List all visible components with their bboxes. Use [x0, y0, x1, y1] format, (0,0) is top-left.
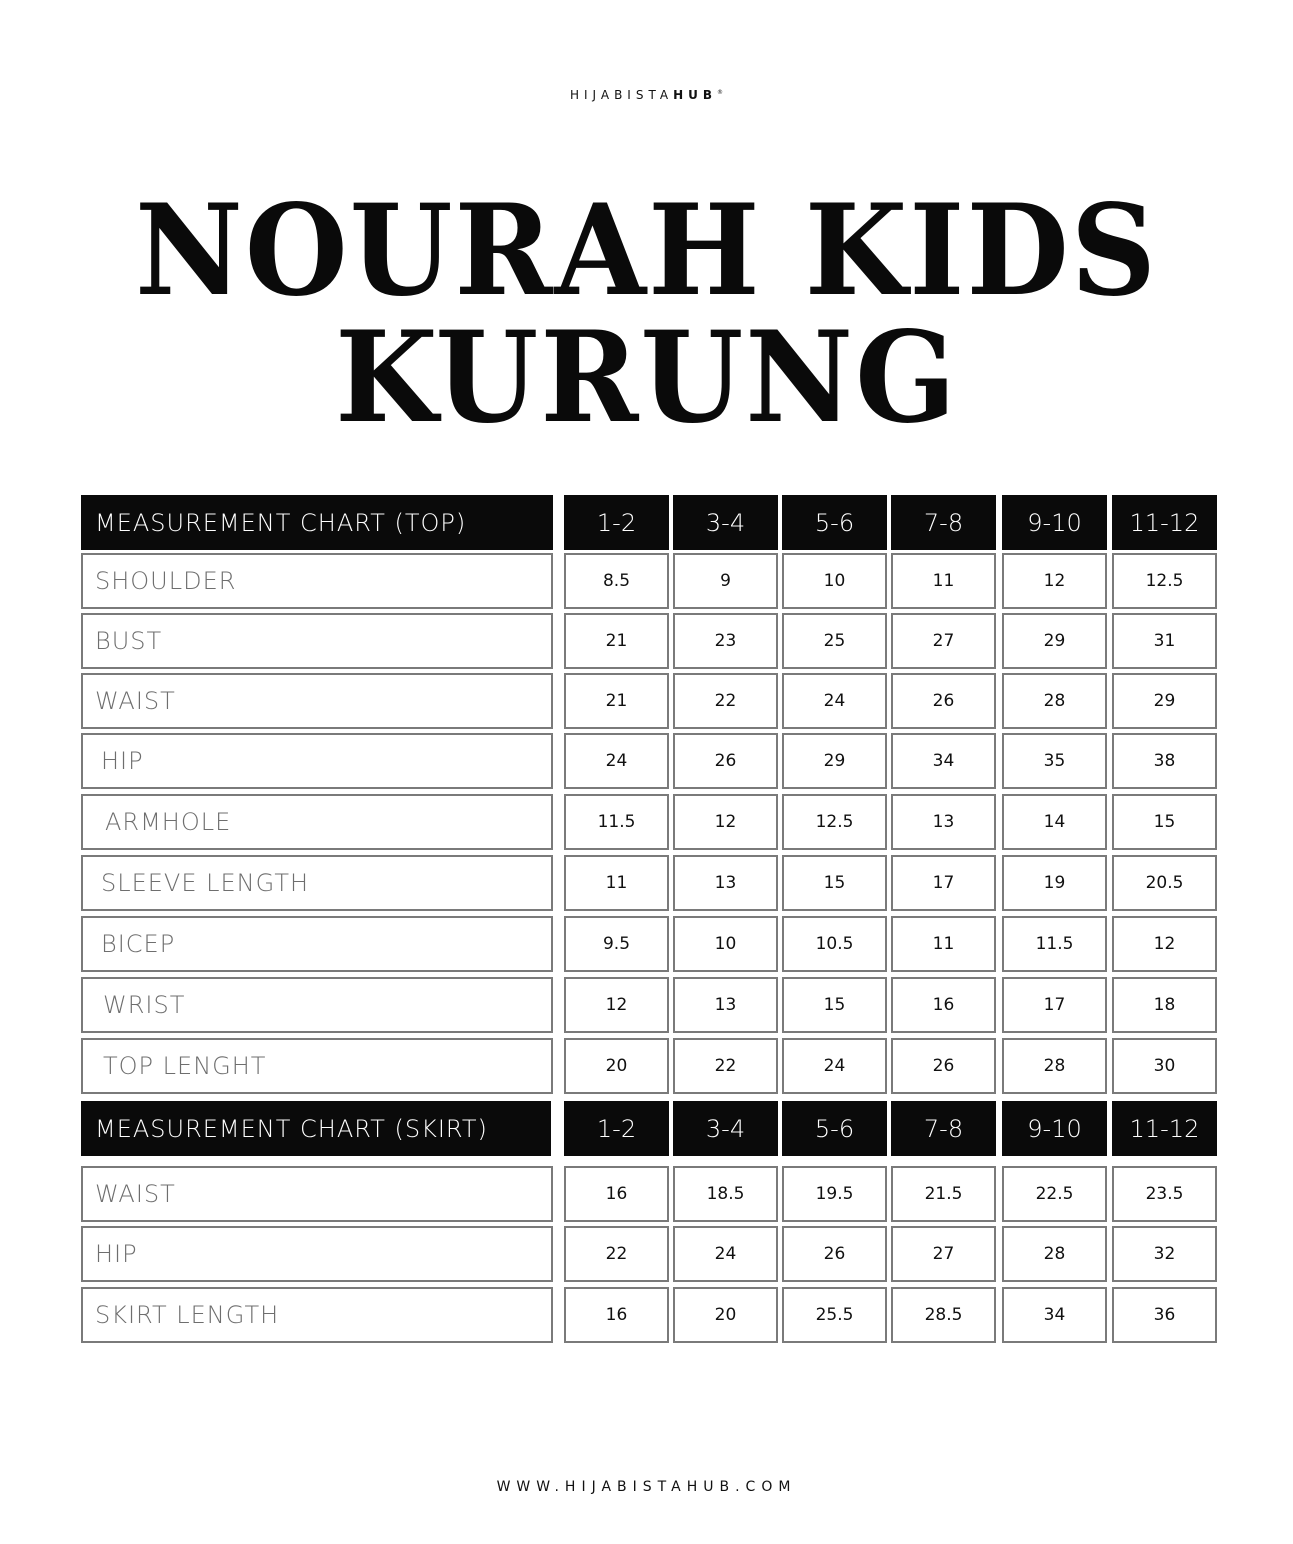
table-row-shoulder: [81, 553, 1219, 609]
value-cell: 11: [891, 553, 996, 609]
value-cell: 10: [673, 916, 778, 972]
value-cell: 8.5: [564, 553, 669, 609]
row-label: BUST: [81, 613, 553, 669]
value-cell: 15: [782, 855, 887, 911]
value-cell: 15: [1112, 794, 1217, 850]
value-cell: 12.5: [782, 794, 887, 850]
value-cell: 12: [673, 794, 778, 850]
value-cell: 18.5: [673, 1166, 778, 1222]
value-cell: 35: [1002, 733, 1107, 789]
registered-mark: ®: [717, 89, 724, 96]
value-cell: 29: [1112, 673, 1217, 729]
value-cell: 25: [782, 613, 887, 669]
size-header: 7-8: [891, 1101, 996, 1156]
value-cell: 26: [891, 1038, 996, 1094]
row-label: BICEP: [81, 916, 553, 972]
size-header: 3-4: [673, 1101, 778, 1156]
value-cell: 24: [564, 733, 669, 789]
row-label: ARMHOLE: [81, 794, 553, 850]
value-cell: 12: [1002, 553, 1107, 609]
table-row-bicep: [81, 916, 1219, 972]
value-cell: 26: [673, 733, 778, 789]
table-row-hip: [81, 733, 1219, 789]
brand-bold: HUB: [673, 88, 718, 102]
row-label: WAIST: [81, 673, 553, 729]
value-cell: 27: [891, 1226, 996, 1282]
size-header: 5-6: [782, 495, 887, 550]
row-label: SLEEVE LENGTH: [81, 855, 553, 911]
title-line-1: NOURAH KIDS: [134, 176, 1159, 324]
value-cell: 16: [564, 1166, 669, 1222]
value-cell: 12.5: [1112, 553, 1217, 609]
value-cell: 24: [782, 673, 887, 729]
value-cell: 22: [564, 1226, 669, 1282]
value-cell: 9: [673, 553, 778, 609]
value-cell: 21: [564, 613, 669, 669]
value-cell: 28.5: [891, 1287, 996, 1343]
table-row-sleeve-length: [81, 855, 1219, 911]
value-cell: 13: [673, 977, 778, 1033]
size-header: 1-2: [564, 1101, 669, 1156]
value-cell: 23: [673, 613, 778, 669]
value-cell: 15: [782, 977, 887, 1033]
table-row-waist: [81, 673, 1219, 729]
value-cell: 9.5: [564, 916, 669, 972]
value-cell: 22: [673, 673, 778, 729]
size-header: 1-2: [564, 495, 669, 550]
value-cell: 10: [782, 553, 887, 609]
value-cell: 17: [1002, 977, 1107, 1033]
row-label: HIP: [81, 733, 553, 789]
brand-logo: [0, 88, 1293, 102]
value-cell: 29: [1002, 613, 1107, 669]
value-cell: 28: [1002, 1038, 1107, 1094]
page-title: [0, 176, 1293, 451]
table-row-skirt-hip: [81, 1226, 1219, 1282]
value-cell: 22: [673, 1038, 778, 1094]
row-label: HIP: [81, 1226, 553, 1282]
value-cell: 11: [891, 916, 996, 972]
size-header: 11-12: [1112, 1101, 1217, 1156]
value-cell: 21.5: [891, 1166, 996, 1222]
value-cell: 21: [564, 673, 669, 729]
value-cell: 23.5: [1112, 1166, 1217, 1222]
value-cell: 19.5: [782, 1166, 887, 1222]
size-header: 7-8: [891, 495, 996, 550]
value-cell: 20: [564, 1038, 669, 1094]
value-cell: 34: [891, 733, 996, 789]
value-cell: 27: [891, 613, 996, 669]
value-cell: 17: [891, 855, 996, 911]
table-row-top-length: [81, 1038, 1219, 1094]
value-cell: 11: [564, 855, 669, 911]
table-row-skirt-waist: [81, 1166, 1219, 1222]
value-cell: 12: [1112, 916, 1217, 972]
row-label: SHOULDER: [81, 553, 553, 609]
table-row-skirt-length: [81, 1287, 1219, 1343]
value-cell: 18: [1112, 977, 1217, 1033]
size-header: 9-10: [1002, 495, 1107, 550]
title-line-2: KURUNG: [335, 303, 958, 451]
top-chart-title: MEASUREMENT CHART (TOP): [81, 495, 553, 550]
value-cell: 24: [673, 1226, 778, 1282]
value-cell: 31: [1112, 613, 1217, 669]
value-cell: 29: [782, 733, 887, 789]
value-cell: 20: [673, 1287, 778, 1343]
table-row-armhole: [81, 794, 1219, 850]
value-cell: 11.5: [564, 794, 669, 850]
value-cell: 14: [1002, 794, 1107, 850]
size-header: 3-4: [673, 495, 778, 550]
skirt-chart-title: MEASUREMENT CHART (SKIRT): [81, 1101, 551, 1156]
table-row-wrist: [81, 977, 1219, 1033]
value-cell: 30: [1112, 1038, 1217, 1094]
row-label: WRIST: [81, 977, 553, 1033]
value-cell: 25.5: [782, 1287, 887, 1343]
row-label: TOP LENGHT: [81, 1038, 553, 1094]
value-cell: 19: [1002, 855, 1107, 911]
brand-light: HIJABISTA: [569, 88, 674, 102]
value-cell: 38: [1112, 733, 1217, 789]
value-cell: 12: [564, 977, 669, 1033]
size-header: 5-6: [782, 1101, 887, 1156]
value-cell: 26: [782, 1226, 887, 1282]
value-cell: 20.5: [1112, 855, 1217, 911]
skirt-chart-header-row: [81, 1101, 1219, 1157]
value-cell: 24: [782, 1038, 887, 1094]
value-cell: 11.5: [1002, 916, 1107, 972]
value-cell: 34: [1002, 1287, 1107, 1343]
website-url: WWW.HIJABISTAHUB.COM: [496, 1479, 797, 1495]
table-row-bust: [81, 613, 1219, 669]
size-header: 9-10: [1002, 1101, 1107, 1156]
size-header: 11-12: [1112, 495, 1217, 550]
value-cell: 13: [673, 855, 778, 911]
top-chart-header-row: [81, 495, 1219, 551]
value-cell: 28: [1002, 673, 1107, 729]
value-cell: 16: [564, 1287, 669, 1343]
row-label: WAIST: [81, 1166, 553, 1222]
row-label: SKIRT LENGTH: [81, 1287, 553, 1343]
value-cell: 16: [891, 977, 996, 1033]
value-cell: 10.5: [782, 916, 887, 972]
value-cell: 26: [891, 673, 996, 729]
value-cell: 13: [891, 794, 996, 850]
value-cell: 36: [1112, 1287, 1217, 1343]
value-cell: 32: [1112, 1226, 1217, 1282]
value-cell: 22.5: [1002, 1166, 1107, 1222]
value-cell: 28: [1002, 1226, 1107, 1282]
